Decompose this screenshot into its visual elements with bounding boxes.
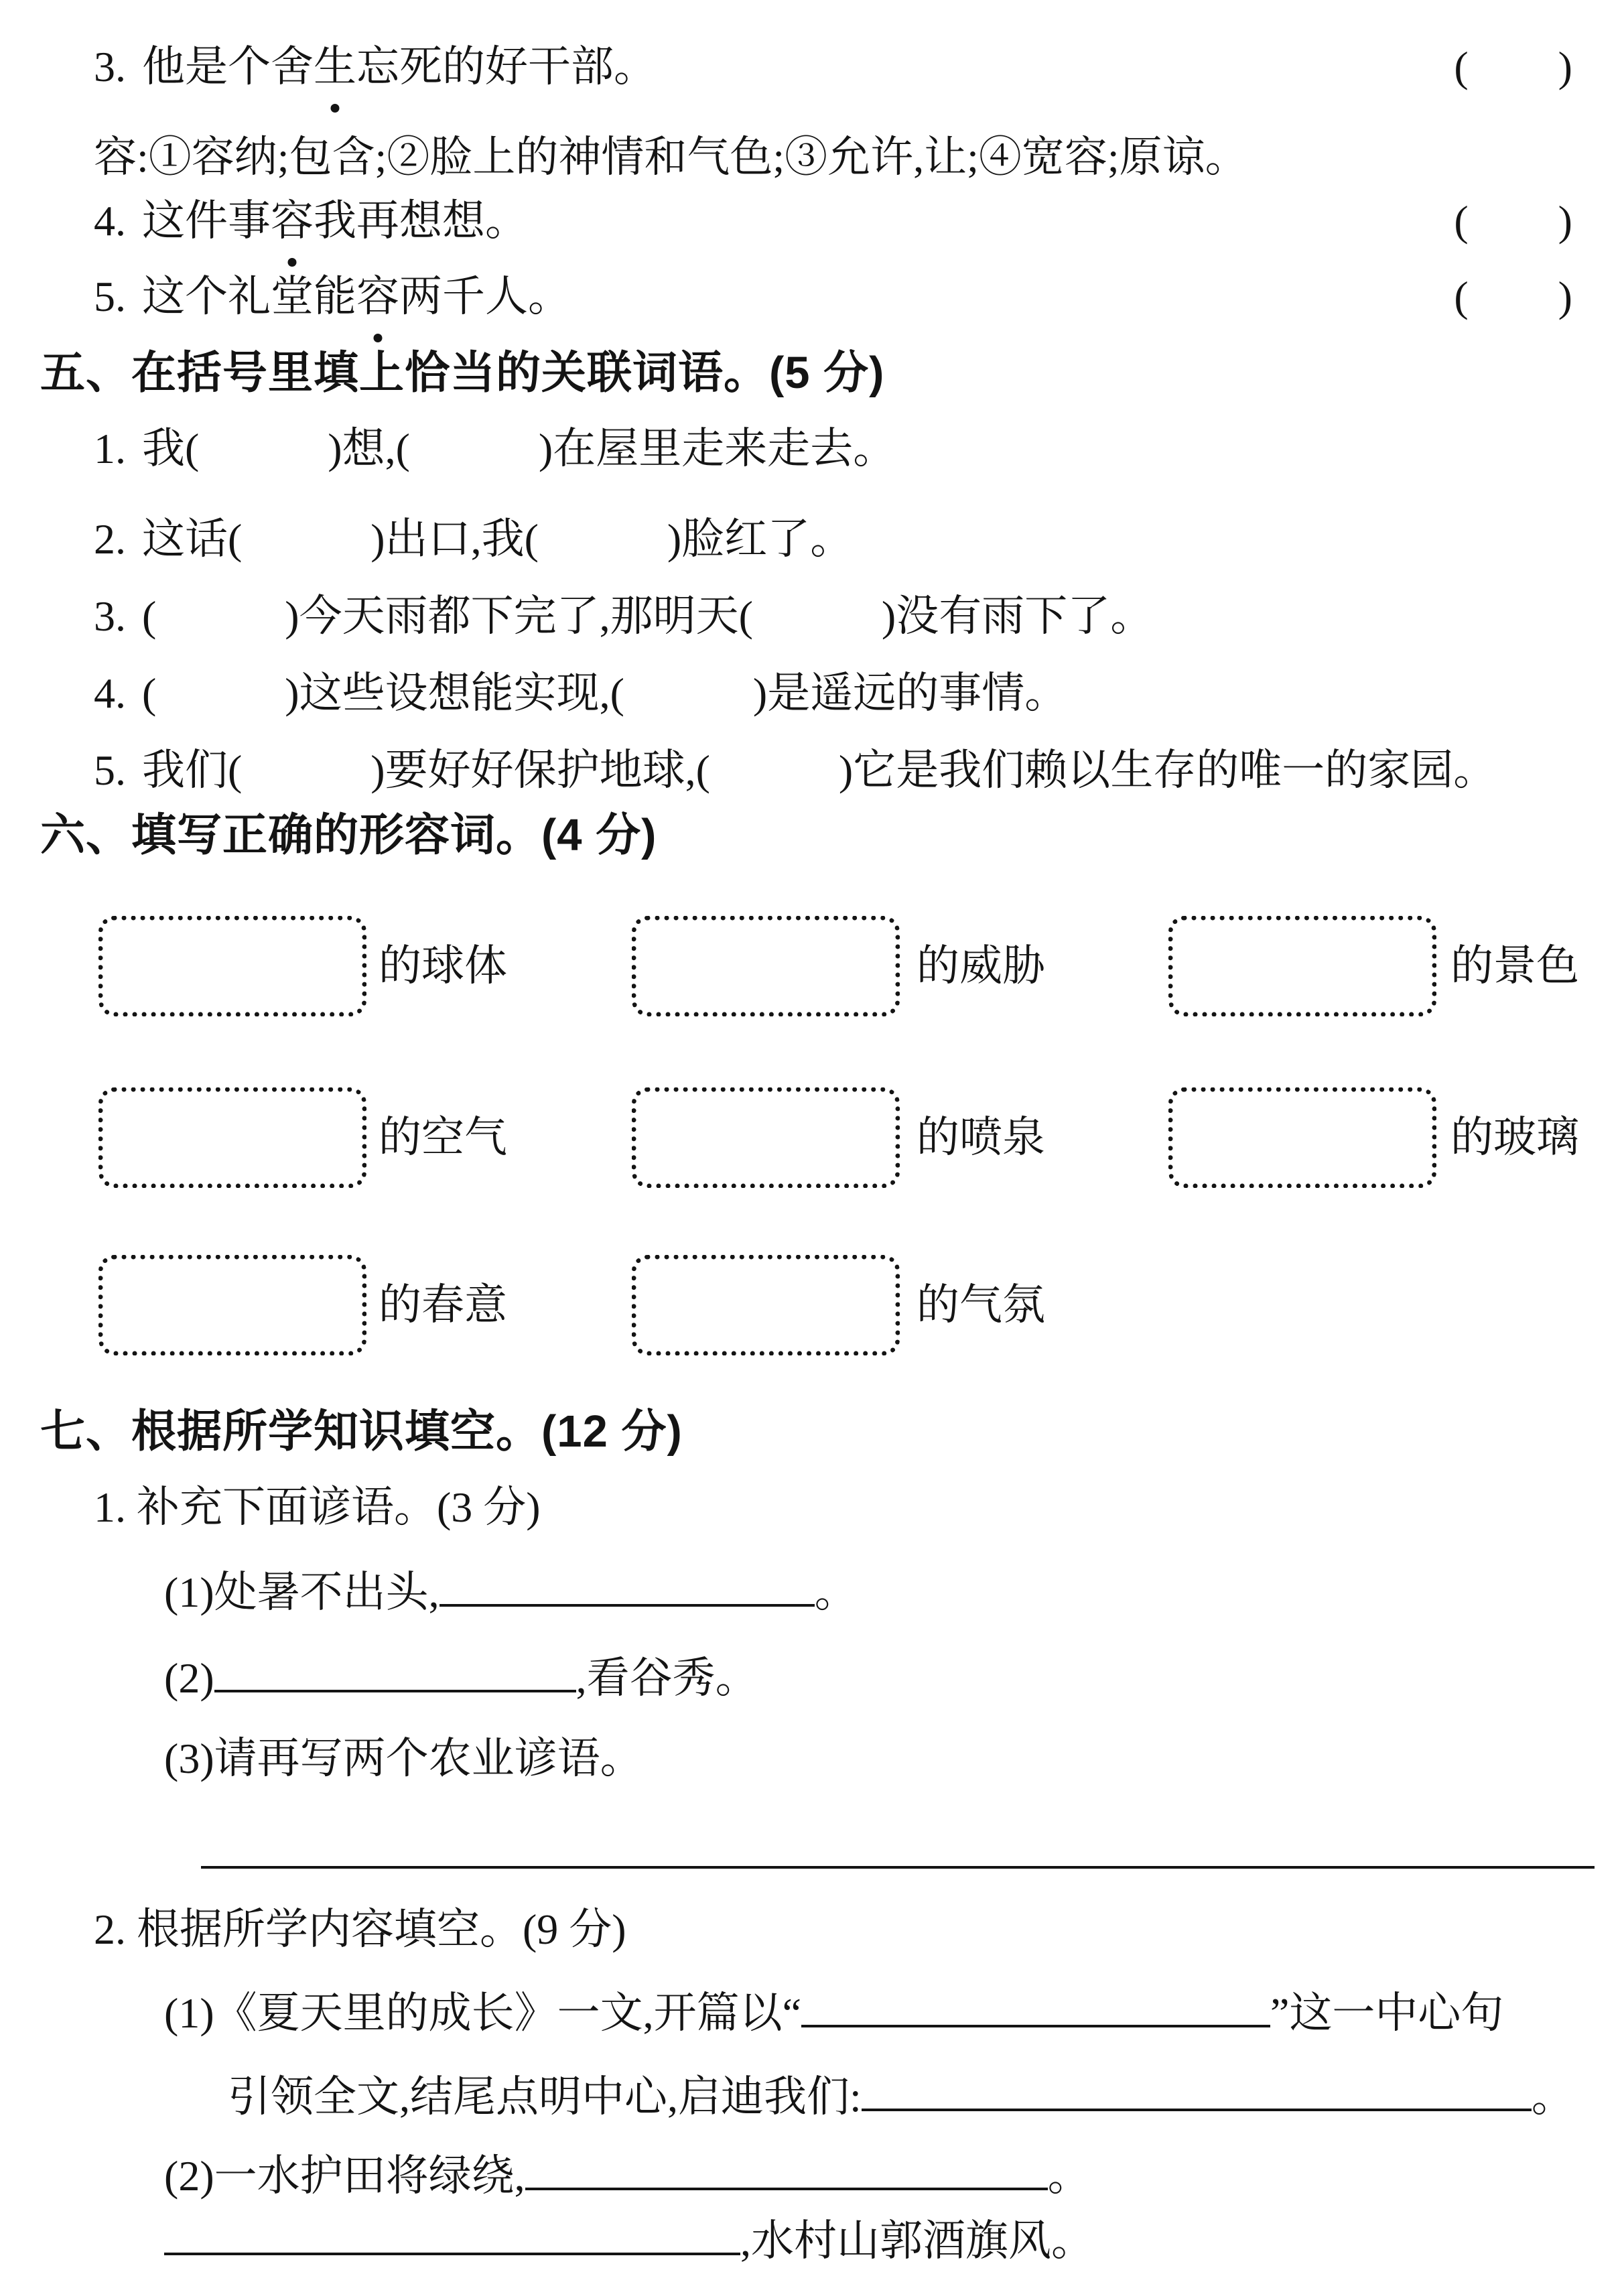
question-text: 。: [814, 1568, 858, 1616]
answer-blank[interactable]: [214, 1642, 576, 1692]
sentence-pre: 这个礼堂能: [142, 273, 356, 320]
sentence-pre: 他是个舍: [142, 43, 314, 90]
box-label: 的球体: [379, 942, 507, 990]
section-6-heading-text: 六、填写正确的形容词。(4 分): [40, 810, 657, 860]
question-text: (2): [164, 1654, 214, 1702]
answer-blank[interactable]: [439, 1556, 815, 1607]
sentence-item-3: [94, 34, 1624, 101]
box-label: 的空气: [379, 1114, 507, 1161]
sentence-pre: 这件事: [142, 197, 271, 245]
answer-blank[interactable]: [801, 1977, 1270, 2027]
item-number: 3.: [94, 592, 126, 640]
item-number: 4.: [94, 197, 126, 245]
conjunction-item-5: [94, 737, 1496, 804]
question-text: ,水村山郭酒旗风。: [740, 2217, 1094, 2265]
box-label: 的威胁: [917, 942, 1045, 990]
grading-parentheses[interactable]: ( ): [1454, 43, 1574, 90]
gloss-note: [94, 124, 1248, 191]
question-text: (1)《夏天里的成长》一文,开篇以“: [164, 1989, 802, 2037]
section-5-heading-text: 五、在括号里填上恰当的关联词语。(5 分): [40, 348, 885, 398]
sentence-post: 忘死的好干部。: [356, 43, 657, 90]
grading-parentheses[interactable]: ( ): [1454, 197, 1574, 245]
content-question-2: [164, 2139, 1091, 2206]
content-question-1: [164, 1977, 1503, 2044]
adjective-box-row-1: [0, 916, 1624, 1016]
subsection-2-title: [94, 1896, 626, 1963]
fill-bracket-sentence[interactable]: 这话( )出口,我( )脸红了。: [142, 515, 854, 563]
proverb-question-2: [164, 1642, 758, 1709]
proverb-question-1: [164, 1556, 858, 1623]
adjective-box-row-3: [0, 1255, 1624, 1355]
answer-blank[interactable]: [164, 2204, 740, 2255]
conjunction-item-3: [94, 583, 1153, 650]
sentence-post: 两千人。: [399, 273, 571, 320]
grading-parentheses[interactable]: ( ): [1454, 273, 1574, 320]
section-7-heading-text: 七、根据所学知识填空。(12 分): [40, 1406, 683, 1457]
answer-blank[interactable]: [525, 2139, 1048, 2190]
conjunction-item-4: [94, 660, 1067, 727]
question-text: (3)请再写两个农业谚语。: [164, 1735, 643, 1782]
section-7-heading: [40, 1398, 683, 1465]
question-text: (2)一水护田将绿绕,: [164, 2152, 525, 2200]
adjective-answer-box[interactable]: [1168, 1087, 1436, 1188]
section-5-heading: [40, 340, 885, 407]
item-number: 4.: [94, 669, 126, 717]
subsection-1-title-text: 1. 补充下面谚语。(3 分): [94, 1483, 541, 1531]
fill-bracket-sentence[interactable]: ( )今天雨都下完了,那明天( )没有雨下了。: [142, 592, 1154, 640]
conjunction-item-1: [94, 415, 896, 482]
conjunction-item-2: [94, 506, 853, 573]
item-number: 5.: [94, 746, 126, 794]
proverb-question-3: [164, 1725, 643, 1792]
box-label: 的气氛: [917, 1281, 1045, 1329]
question-text: ,看谷秀。: [576, 1654, 758, 1702]
adjective-answer-box[interactable]: [98, 1087, 366, 1188]
box-label: 的景色: [1450, 942, 1579, 990]
section-6-heading: [40, 802, 657, 869]
answer-blank[interactable]: [862, 2060, 1532, 2111]
content-question-3: [164, 2204, 1094, 2270]
adjective-answer-box[interactable]: [98, 916, 366, 1016]
question-text: 引领全文,结尾点明中心,启迪我们:: [228, 2073, 862, 2121]
fill-bracket-sentence[interactable]: ( )这些设想能实现,( )是遥远的事情。: [142, 669, 1068, 717]
question-text: 。: [1531, 2073, 1574, 2121]
content-question-1-line-2: [228, 2060, 1574, 2127]
adjective-answer-box[interactable]: [632, 1255, 900, 1355]
emphasized-character: 容: [356, 263, 399, 330]
box-label: 的玻璃: [1450, 1114, 1579, 1161]
item-number: 3.: [94, 43, 126, 90]
adjective-answer-box[interactable]: [632, 1087, 900, 1188]
adjective-answer-box[interactable]: [632, 916, 900, 1016]
sentence-item-4: [94, 188, 1624, 255]
emphasized-character: 容: [271, 188, 314, 255]
gloss-note-text: 容:①容纳;包含;②脸上的神情和气色;③允许,让;④宽容;原谅。: [94, 133, 1248, 181]
item-number: 5.: [94, 273, 126, 320]
box-label: 的春意: [379, 1281, 507, 1329]
subsection-2-title-text: 2. 根据所学内容填空。(9 分): [94, 1906, 626, 1953]
item-number: 2.: [94, 515, 126, 563]
fill-bracket-sentence[interactable]: 我们( )要好好保护地球,( )它是我们赖以生存的唯一的家园。: [142, 746, 1497, 794]
subsection-1-title: [94, 1474, 541, 1541]
writing-line[interactable]: [201, 1866, 1595, 1869]
question-text: 。: [1047, 2152, 1091, 2200]
emphasized-character: 生: [314, 34, 356, 101]
question-text: ”这一中心句: [1270, 1989, 1504, 2037]
question-text: (1)处暑不出头,: [164, 1568, 439, 1616]
adjective-box-row-2: [0, 1087, 1624, 1188]
item-number: 1.: [94, 425, 126, 472]
sentence-item-5: [94, 263, 1624, 330]
box-label: 的喷泉: [917, 1114, 1045, 1161]
sentence-post: 我再想想。: [314, 197, 528, 245]
adjective-answer-box[interactable]: [1168, 916, 1436, 1016]
adjective-answer-box[interactable]: [98, 1255, 366, 1355]
fill-bracket-sentence[interactable]: 我( )想,( )在屋里走来走去。: [142, 425, 896, 472]
